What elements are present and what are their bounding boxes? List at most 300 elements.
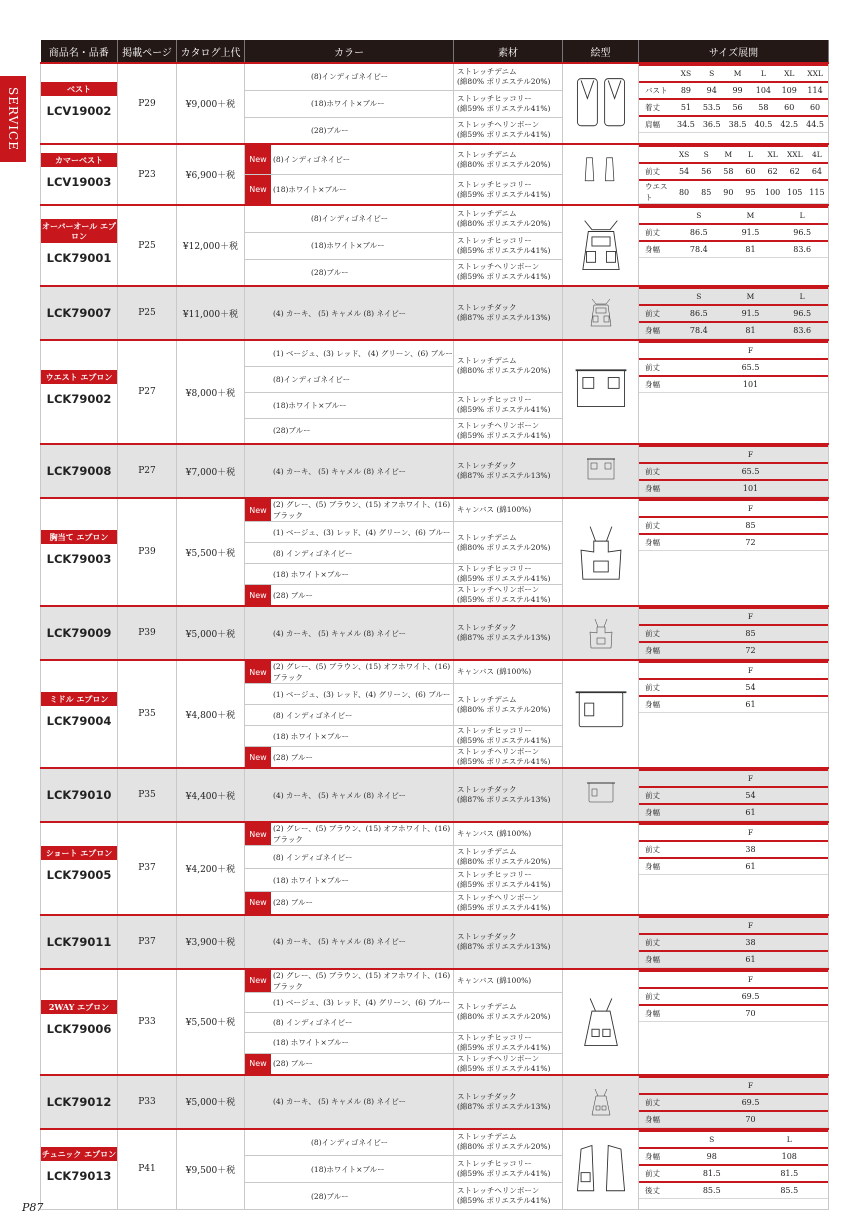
product-code: LCV19003 <box>46 174 112 189</box>
size-table <box>639 145 828 204</box>
material-line: ストレッチヘリンボーン <box>457 1186 540 1195</box>
product-cell <box>41 1129 118 1210</box>
material-line: (綿80% ポリエステル20%) <box>457 542 551 552</box>
material-line: キャンバス (綿100%) <box>457 667 532 676</box>
size-value: 34.5 <box>673 116 699 133</box>
page-number: P87 <box>22 1201 44 1214</box>
product-cell <box>41 498 118 606</box>
new-badge: New <box>245 970 271 992</box>
overall-illustration <box>581 297 621 329</box>
material-line: (綿80% ポリエステル20%) <box>457 1012 551 1021</box>
size-label: F <box>673 342 828 359</box>
size-row <box>639 116 828 133</box>
size-value: 85.5 <box>673 1182 751 1199</box>
product-name: ショート エプロン <box>41 846 117 860</box>
size-value: 70 <box>673 1005 828 1022</box>
material-line: ストレッチヘリンボーン <box>457 1053 540 1063</box>
size-value: 58 <box>717 163 739 180</box>
short-illustration <box>581 926 621 958</box>
measure-label: 前丈 <box>639 1094 673 1111</box>
product-cell <box>41 444 118 498</box>
catalog-page: P23 <box>118 144 177 205</box>
material-cell <box>454 444 563 498</box>
catalog-price: ¥4,800＋税 <box>177 660 245 768</box>
size-label: F <box>673 971 828 988</box>
material-line: ストレッチデニム <box>457 149 517 159</box>
size-row <box>639 376 828 393</box>
color-cell <box>245 660 454 684</box>
measure-label: 後丈 <box>639 1182 673 1199</box>
size-table <box>639 916 828 968</box>
garment-illustration <box>563 1129 639 1210</box>
size-corner <box>639 608 673 625</box>
measure-label: 身幅 <box>639 1148 673 1165</box>
color-option: (2) グレー、(5) ブラウン、(15) オフホワイト、(16) ブラック <box>273 970 451 991</box>
material-line: (綿87% ポリエステル13%) <box>457 941 551 951</box>
measure-label: 前丈 <box>639 305 673 322</box>
color-option: (1) ベージュ、(3) レッド、(4) グリーン、(6) ブルー <box>273 997 451 1007</box>
size-table <box>639 1130 828 1199</box>
material-cell <box>454 869 563 892</box>
size-value: 56 <box>725 99 751 116</box>
material-cell <box>454 660 563 684</box>
size-header-row <box>639 65 828 82</box>
material-line: キャンバス (綿100%) <box>457 829 532 838</box>
size-header-row <box>639 917 828 934</box>
product-code: LCK79002 <box>46 392 112 406</box>
product-name: チュニック エプロン <box>41 1149 117 1160</box>
color-option: (8)インディゴネイビー <box>311 214 389 224</box>
material-line: ストレッチヒッコリー <box>457 179 532 189</box>
material-cell <box>454 286 563 340</box>
size-corner <box>639 288 673 305</box>
size-value: 72 <box>673 642 828 659</box>
size-value: 89 <box>673 82 699 99</box>
measure-label: 身幅 <box>639 858 673 875</box>
material-line: ストレッチヘリンボーン <box>457 420 540 430</box>
size-chart <box>639 768 829 822</box>
product-row <box>41 63 829 90</box>
side-tab <box>0 76 26 162</box>
size-corner <box>639 1077 673 1094</box>
catalog-page: P33 <box>118 1075 177 1129</box>
size-header-row <box>639 1077 828 1094</box>
size-corner <box>639 917 673 934</box>
measure-label: 前丈 <box>639 359 673 376</box>
size-value: 91.5 <box>725 305 777 322</box>
size-row <box>639 82 828 99</box>
catalog-page: P35 <box>118 768 177 822</box>
size-value: 54 <box>673 163 695 180</box>
catalog-price: ¥12,000＋税 <box>177 205 245 286</box>
waist-illustration <box>572 360 630 424</box>
size-row <box>639 224 828 241</box>
product-code: LCK79010 <box>46 788 112 802</box>
short-illustration <box>572 836 630 900</box>
header-name: 商品名・品番 <box>41 40 118 63</box>
size-label: F <box>673 662 828 679</box>
measure-label: 身幅 <box>639 951 673 968</box>
product-row <box>41 498 829 522</box>
garment-illustration <box>563 340 639 444</box>
catalog-table <box>40 40 828 1210</box>
material-line: (綿59% ポリエステル41%) <box>457 574 551 583</box>
material-line: ストレッチヒッコリー <box>457 870 532 879</box>
size-value: 85 <box>673 625 828 642</box>
size-table <box>639 661 828 713</box>
product-name: カマーベスト <box>41 153 117 167</box>
size-table <box>639 607 828 659</box>
catalog-price: ¥5,500＋税 <box>177 969 245 1075</box>
size-row <box>639 1148 828 1165</box>
size-table <box>639 206 828 258</box>
size-value: 64 <box>806 163 828 180</box>
header-color: カラー <box>245 40 454 63</box>
material-cell <box>454 747 563 769</box>
material-line: (綿80% ポリエステル20%) <box>457 366 551 376</box>
garment-illustration <box>563 606 639 660</box>
measure-label: 身幅 <box>639 696 673 713</box>
size-value: 54 <box>673 787 828 804</box>
material-line: ストレッチヒッコリー <box>457 564 532 573</box>
size-label: S <box>673 207 725 224</box>
size-chart <box>639 144 829 205</box>
size-value: 54 <box>673 679 828 696</box>
size-label: XL <box>776 65 802 82</box>
color-option: (4) カーキ、 (5) キャメル (8) ネイビー <box>273 937 407 946</box>
catalog-price: ¥9,500＋税 <box>177 1129 245 1210</box>
color-option: (28)ブルー <box>311 267 349 277</box>
product-code: LCK79004 <box>46 714 112 728</box>
material-line: (綿59% ポリエステル41%) <box>457 736 551 745</box>
material-line: (綿80% ポリエステル20%) <box>457 76 551 86</box>
material-line: ストレッチダック <box>457 461 517 470</box>
new-badge: New <box>245 661 271 683</box>
material-line: ストレッチデニム <box>457 66 517 76</box>
material-line: (綿59% ポリエステル41%) <box>457 1063 551 1073</box>
color-option: (18) ホワイト×ブルー <box>273 1038 350 1047</box>
color-option: (2) グレー、(5) ブラウン、(15) オフホワイト、(16) ブラック <box>273 824 451 844</box>
color-option: (8)インディゴネイビー <box>311 72 389 82</box>
size-label: S <box>699 65 725 82</box>
garment-illustration <box>563 915 639 969</box>
color-cell <box>245 498 454 522</box>
color-option: (1) ベージュ、(3) レッド、 (4) グリーン、(6) ブルー <box>273 348 453 358</box>
color-cell <box>245 768 454 822</box>
catalog-price: ¥5,500＋税 <box>177 498 245 606</box>
tunic-illustration <box>572 1137 630 1201</box>
material-line: (綿59% ポリエステル41%) <box>457 757 551 766</box>
catalog-page: P37 <box>118 822 177 915</box>
size-row <box>639 858 828 875</box>
color-option: (8)インディゴネイビー <box>273 374 351 384</box>
material-line: ストレッチヘリンボーン <box>457 585 540 594</box>
size-label: M <box>725 288 777 305</box>
color-cell <box>245 522 454 543</box>
color-cell <box>245 1053 454 1075</box>
size-header-row <box>639 146 828 163</box>
garment-illustration <box>563 822 639 915</box>
size-row <box>639 841 828 858</box>
size-value: 114 <box>802 82 828 99</box>
new-badge: New <box>245 747 271 767</box>
size-row <box>639 163 828 180</box>
measure-label: 前丈 <box>639 163 673 180</box>
new-badge: New <box>245 823 271 845</box>
product-cell <box>41 63 118 144</box>
garment-illustration <box>563 444 639 498</box>
material-cell <box>454 822 563 846</box>
product-row <box>41 660 829 684</box>
material-line: キャンバス (綿100%) <box>457 505 532 514</box>
size-label: F <box>673 500 828 517</box>
catalog-price: ¥8,000＋税 <box>177 340 245 444</box>
material-cell <box>454 892 563 915</box>
product-row <box>41 969 829 993</box>
size-row <box>639 480 828 497</box>
color-option: (8) インディゴネイビー <box>273 852 353 862</box>
color-option: (28) ブルー <box>273 590 313 600</box>
material-cell <box>454 232 563 259</box>
product-row <box>41 340 829 366</box>
size-chart <box>639 286 829 340</box>
material-line: (綿59% ポリエステル41%) <box>457 189 551 199</box>
color-option: (4) カーキ、 (5) キャメル (8) ネイビー <box>273 790 407 800</box>
size-chart <box>639 444 829 498</box>
color-option: (4) カーキ、 (5) キャメル (8) ネイビー <box>273 628 407 638</box>
catalog-price: ¥4,200＋税 <box>177 822 245 915</box>
material-line: (綿59% ポリエステル41%) <box>457 902 551 912</box>
color-cell <box>245 366 454 392</box>
size-value: 96.5 <box>776 305 828 322</box>
size-row <box>639 1005 828 1022</box>
size-value: 86.5 <box>673 224 725 241</box>
size-header-row <box>639 770 828 787</box>
color-cell <box>245 259 454 286</box>
size-row <box>639 988 828 1005</box>
product-row <box>41 286 829 340</box>
color-cell <box>245 969 454 993</box>
material-line: ストレッチヒッコリー <box>457 235 532 245</box>
size-row <box>639 322 828 339</box>
color-cell <box>245 892 454 915</box>
measure-label: 前丈 <box>639 625 673 642</box>
size-value: 109 <box>776 82 802 99</box>
twoway-illustration <box>581 1086 621 1118</box>
material-line: (綿59% ポリエステル41%) <box>457 103 551 113</box>
product-row <box>41 1075 829 1129</box>
size-corner <box>639 65 673 82</box>
size-value: 61 <box>673 951 828 968</box>
material-line: (綿87% ポリエステル13%) <box>457 795 551 804</box>
size-label: L <box>776 207 828 224</box>
size-value: 96.5 <box>776 224 828 241</box>
size-chart <box>639 1129 829 1210</box>
product-cell <box>41 205 118 286</box>
color-cell <box>245 992 454 1012</box>
color-option: (28) ブルー <box>273 898 313 908</box>
color-option: (18)ホワイト×ブルー <box>273 185 347 194</box>
size-value: 85 <box>695 180 717 204</box>
color-cell <box>245 869 454 892</box>
size-value: 94 <box>699 82 725 99</box>
size-label: L <box>751 1131 829 1148</box>
size-row <box>639 804 828 821</box>
size-value: 98 <box>673 1148 751 1165</box>
size-value: 60 <box>802 99 828 116</box>
size-label: S <box>673 288 725 305</box>
size-label: 4L <box>806 146 828 163</box>
size-row <box>639 696 828 713</box>
material-line: (綿59% ポリエステル41%) <box>457 1169 551 1178</box>
size-value: 40.5 <box>750 116 776 133</box>
size-value: 81.5 <box>751 1165 829 1182</box>
color-option: (4) カーキ、 (5) キャメル (8) ネイビー <box>273 466 407 476</box>
color-cell <box>245 286 454 340</box>
size-header-row <box>639 207 828 224</box>
material-line: ストレッチヒッコリー <box>457 395 532 404</box>
material-cell <box>454 498 563 522</box>
size-label: S <box>695 146 717 163</box>
catalog-page: P35 <box>118 660 177 768</box>
material-line: (綿59% ポリエステル41%) <box>457 405 551 414</box>
size-table <box>639 1076 828 1128</box>
size-value: 91.5 <box>725 224 777 241</box>
measure-label: 前丈 <box>639 988 673 1005</box>
header-material: 素材 <box>454 40 563 63</box>
size-label: XXL <box>784 146 806 163</box>
color-cell <box>245 1183 454 1210</box>
size-row <box>639 642 828 659</box>
material-line: (綿87% ポリエステル13%) <box>457 633 551 642</box>
material-cell <box>454 726 563 747</box>
material-line: ストレッチヘリンボーン <box>457 892 540 902</box>
size-value: 61 <box>673 804 828 821</box>
size-value: 61 <box>673 696 828 713</box>
catalog-page: P33 <box>118 969 177 1075</box>
size-value: 80 <box>673 180 695 204</box>
catalog-price: ¥7,000＋税 <box>177 444 245 498</box>
material-cell <box>454 144 563 175</box>
product-code: LCK79005 <box>46 868 112 883</box>
measure-label: 前丈 <box>639 224 673 241</box>
product-row <box>41 144 829 175</box>
measure-label: 身幅 <box>639 642 673 659</box>
size-label: XS <box>673 146 695 163</box>
color-option: (1) ベージュ、(3) レッド、(4) グリーン、(6) ブルー <box>273 527 451 537</box>
size-chart <box>639 822 829 915</box>
color-cell <box>245 846 454 869</box>
material-cell <box>454 522 563 564</box>
catalog-price: ¥4,400＋税 <box>177 768 245 822</box>
size-value: 69.5 <box>673 1094 828 1111</box>
color-cell <box>245 564 454 585</box>
product-name: 2WAY エプロン <box>41 1000 117 1014</box>
material-cell <box>454 969 563 993</box>
size-value: 62 <box>784 163 806 180</box>
color-option: (2) グレー、(5) ブラウン、(15) オフホワイト、(16) ブラック <box>273 500 451 520</box>
size-label: F <box>673 770 828 787</box>
color-cell <box>245 606 454 660</box>
material-cell <box>454 1053 563 1075</box>
size-value: 99 <box>725 82 751 99</box>
size-row <box>639 241 828 258</box>
size-value: 101 <box>673 480 828 497</box>
side-tab-label: SERVICE <box>6 87 20 151</box>
color-option: (28)ブルー <box>311 125 349 135</box>
color-option: (18)ホワイト×ブルー <box>311 99 385 108</box>
product-row <box>41 915 829 969</box>
size-row <box>639 463 828 480</box>
garment-illustration <box>563 1075 639 1129</box>
size-value: 86.5 <box>673 305 725 322</box>
size-value: 70 <box>673 1111 828 1128</box>
size-table <box>639 823 828 875</box>
measure-label: 身幅 <box>639 376 673 393</box>
header-sizes: サイズ展開 <box>639 40 829 63</box>
color-cell <box>245 144 454 175</box>
garment-illustration <box>563 660 639 768</box>
material-line: (綿80% ポリエステル20%) <box>457 159 551 169</box>
material-line: ストレッチダック <box>457 931 517 941</box>
catalog-page: P27 <box>118 444 177 498</box>
size-value: 44.5 <box>802 116 828 133</box>
material-line: ストレッチデニム <box>457 1132 517 1142</box>
size-value: 60 <box>776 99 802 116</box>
color-option: (28) ブルー <box>273 1059 313 1068</box>
catalog-page: P25 <box>118 286 177 340</box>
size-label: XL <box>762 146 784 163</box>
material-line: (綿59% ポリエステル41%) <box>457 430 551 440</box>
size-value: 60 <box>739 163 761 180</box>
product-cell <box>41 144 118 205</box>
size-row <box>639 1165 828 1182</box>
product-name: ベスト <box>41 82 117 96</box>
size-header-row <box>639 446 828 463</box>
size-chart <box>639 63 829 144</box>
material-line: (綿80% ポリエステル20%) <box>457 1142 551 1152</box>
vest-illustration <box>572 72 630 136</box>
size-corner <box>639 1131 673 1148</box>
material-cell <box>454 768 563 822</box>
size-value: 81.5 <box>673 1165 751 1182</box>
size-value: 61 <box>673 858 828 875</box>
product-row <box>41 1129 829 1156</box>
material-line: (綿59% ポリエステル41%) <box>457 245 551 255</box>
size-label: F <box>673 824 828 841</box>
size-value: 78.4 <box>673 241 725 258</box>
color-option: (8)インディゴネイビー <box>273 155 351 164</box>
color-option: (4) カーキ、 (5) キャメル (8) ネイビー <box>273 1097 407 1106</box>
color-cell <box>245 585 454 607</box>
product-code: LCK79006 <box>46 1021 112 1036</box>
material-cell <box>454 1156 563 1183</box>
size-header-row <box>639 608 828 625</box>
size-corner <box>639 770 673 787</box>
color-cell <box>245 822 454 846</box>
color-cell <box>245 543 454 564</box>
material-line: (綿87% ポリエステル13%) <box>457 471 551 480</box>
catalog-price: ¥9,000＋税 <box>177 63 245 144</box>
product-code: LCK79001 <box>46 250 112 265</box>
color-option: (18)ホワイト×ブルー <box>311 241 385 250</box>
color-cell <box>245 726 454 747</box>
size-value: 65.5 <box>673 463 828 480</box>
size-value: 83.6 <box>776 322 828 339</box>
measure-label: 身幅 <box>639 1111 673 1128</box>
color-option: (28)ブルー <box>273 426 311 436</box>
size-label: S <box>673 1131 751 1148</box>
